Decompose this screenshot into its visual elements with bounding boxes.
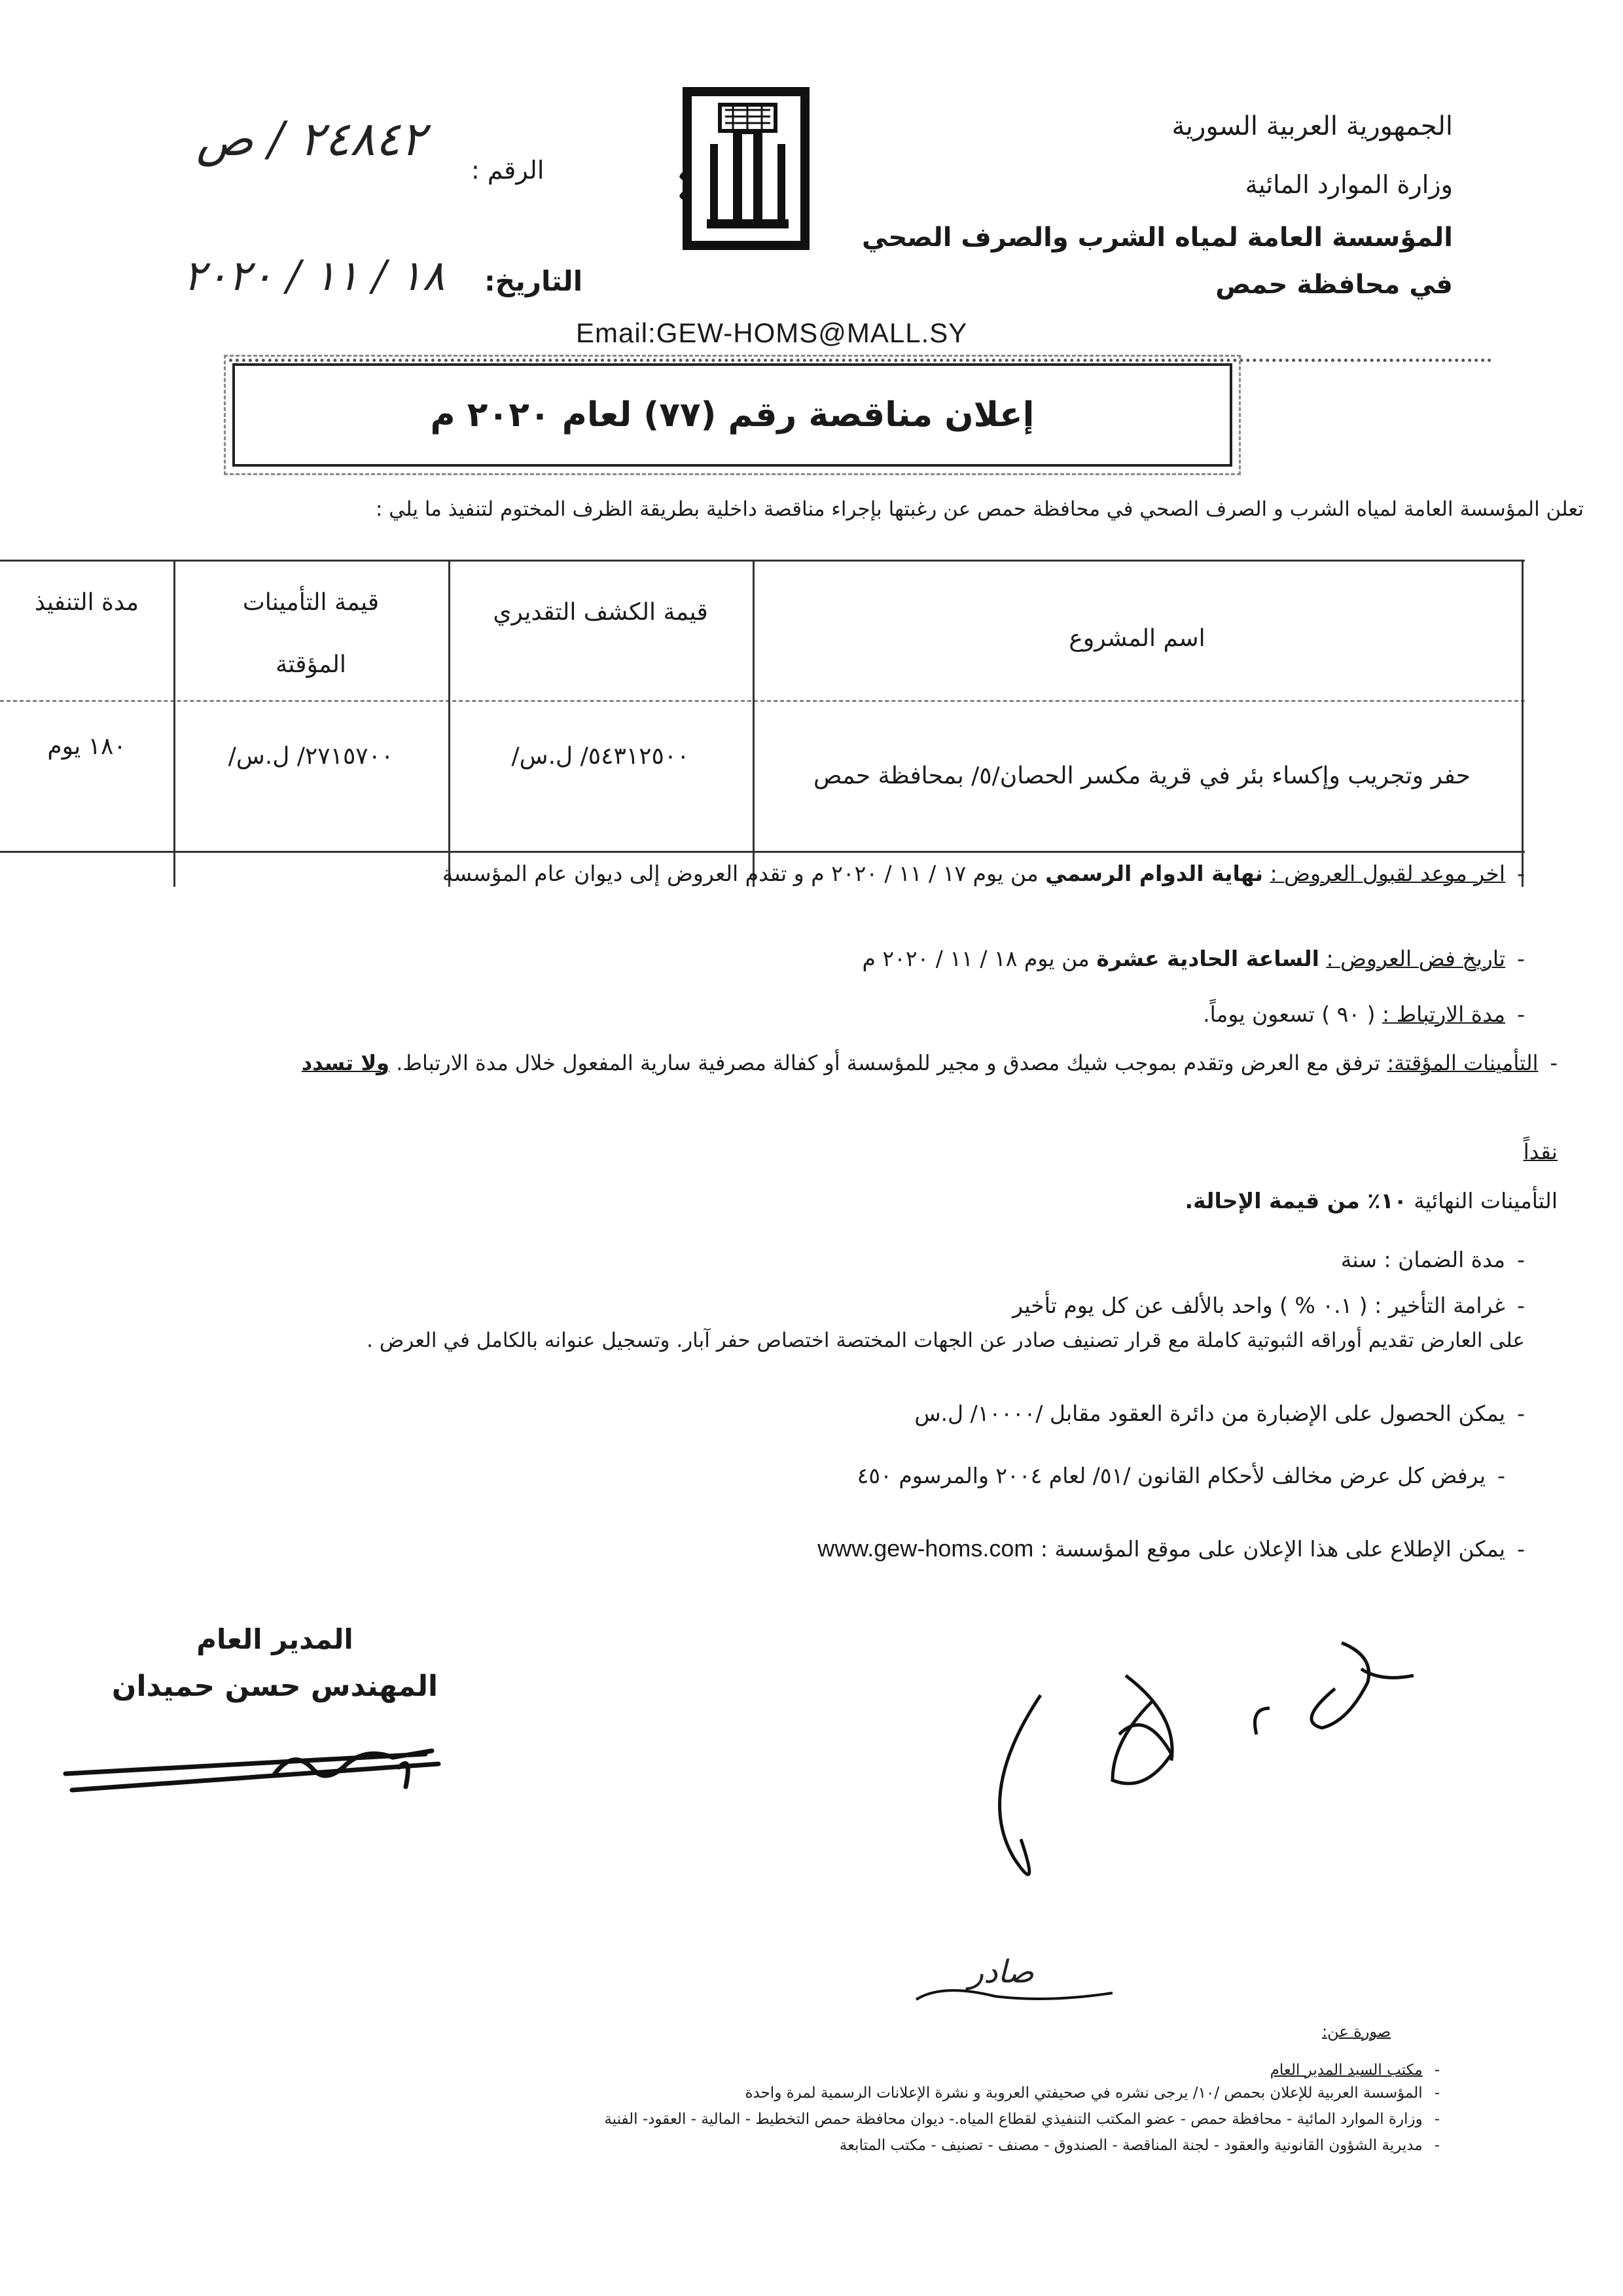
cell-project: حفر وتجريب وإكساء بئر في قرية مكسر الحصان/٥/ بمحافظة حمص [813, 762, 1471, 789]
commitment-label: مدة الارتباط : [1382, 1001, 1506, 1027]
table-header-divider [0, 700, 1525, 702]
country-name: الجمهورية العربية السورية [1171, 111, 1453, 141]
temp-insurance-line: -التأمينات المؤقتة: ترفق مع العرض وتقدم بموجب شيك مصدق و مجير للمؤسسة أو كفالة مصرفية سارية المفعول خلال مدة الارتباط. ولا تسدد [301, 1050, 1558, 1075]
reject-line: -يرفض كل عرض مخالف لأحكام القانون /٥١/ لعام ٢٠٠٤ والمرسوم ٤٥٠ [857, 1463, 1505, 1488]
final-insurance-line [1185, 1188, 1558, 1213]
booklet-line: -يمكن الحصول على الإضبارة من دائرة العقود مقابل /١٠٠٠٠/ ل.س [914, 1401, 1525, 1426]
temp-insurance-cont-text: نقداً [1523, 1139, 1558, 1164]
intro-paragraph: تعلن المؤسسة العامة لمياه الشرب و الصرف الصحي في محافظة حمص عن رغبتها بإجراء مناقصة داخلية بطريقة الظرف المختوم لتنفيذ ما يلي : [375, 497, 1584, 521]
deadline-rest: من يوم ١٧ / ١١ / ٢٠٢٠ م و تقدم العروض إلى ديوان عام المؤسسة [442, 861, 1039, 886]
header-duration: مدة التنفيذ [34, 589, 139, 616]
commitment-line: -مدة الارتباط : ( ٩٠ ) تسعون يوماً. [1203, 1001, 1525, 1027]
cell-duration: ١٨٠ يوم [47, 733, 126, 760]
deadline-line: -اخر موعد لقبول العروض : نهاية الدوام الرسمي من يوم ١٧ / ١١ / ٢٠٢٠ م و تقدم العروض إلى ديوان عام المؤسسة [442, 861, 1525, 886]
handwritten-signature-icon [969, 1623, 1440, 1898]
guarantee-line: -مدة الضمان : سنة [1340, 1247, 1525, 1272]
copy-to-label-text: صورة عن: [1322, 2022, 1391, 2041]
signatory-title: المدير العام [196, 1623, 353, 1655]
email-address: Email:GEW-HOMS@MALL.SY [576, 317, 968, 348]
opening-rest: من يوم ١٨ / ١١ / ٢٠٢٠ م [862, 946, 1090, 971]
booklet-text: يمكن الحصول على الإضبارة من دائرة العقود مقابل /١٠٠٠٠/ ل.س [914, 1401, 1506, 1426]
distribution-item: -مكتب السيد المدير العام [1270, 2062, 1440, 2079]
distribution-item-text: مكتب السيد المدير العام [1270, 2062, 1423, 2079]
website-text: يمكن الإطلاع على هذا الإعلان على موقع المؤسسة : [1040, 1536, 1506, 1562]
website-line: -يمكن الإطلاع على هذا الإعلان على موقع المؤسسة : www.gew-homs.com [817, 1535, 1525, 1562]
tender-table [0, 560, 1525, 887]
date-label: التاريخ: [484, 265, 583, 297]
documents-line [366, 1329, 1525, 1352]
final-insurance-label: التأمينات النهائية [1414, 1188, 1558, 1213]
organization-location: في محافظة حمص [1215, 270, 1453, 300]
table-col-divider [1522, 560, 1524, 887]
organization-name: المؤسسة العامة لمياه الشرب والصرف الصحي [861, 223, 1453, 253]
opening-bold: الساعة الحادية عشرة [1096, 946, 1319, 971]
table-border-bottom [0, 851, 1525, 853]
commitment-rest: ( ٩٠ ) تسعون يوماً. [1203, 1001, 1376, 1027]
table-col-divider [753, 560, 755, 887]
temp-insurance-cont [1524, 1139, 1558, 1164]
header-insurance: قيمة التأمينات [242, 589, 380, 616]
documents-text: على العارض تقديم أوراقه الثبوتية كاملة مع قرار تصنيف صادر عن الجهات المختصة اختصاص حفر آبار. وتسجيل عنوانه بالكامل في العرض . [366, 1329, 1525, 1352]
header-divider [229, 359, 1492, 362]
temp-insurance-label: التأمينات المؤقتة: [1387, 1050, 1539, 1075]
website-link[interactable]: www.gew-homs.com [817, 1535, 1034, 1562]
organization-logo-icon [674, 79, 818, 255]
signature-block [111, 1623, 438, 1703]
deadline-label: اخر موعد لقبول العروض : [1270, 861, 1506, 886]
deadline-bold: نهاية الدوام الرسمي [1045, 861, 1264, 886]
guarantee-text: مدة الضمان : سنة [1340, 1247, 1506, 1272]
reference-number-value: ٢٤٨٤٢ / ص [196, 111, 426, 166]
document-title: إعلان مناقصة رقم (٧٧) لعام ٢٠٢٠ م [232, 363, 1232, 467]
distribution-item: -مديرية الشؤون القانونية والعقود - لجنة المناقصة - الصندوق - مصنف - تصنيف - مكتب المتابعة [839, 2137, 1440, 2154]
distribution-item: -وزارة الموارد المائية - محافظة حمص - عضو المكتب التنفيذي لقطاع المياه.- ديوان محافظة حمص التخطيط - المالية - العقود- الفنية [604, 2111, 1440, 2128]
issued-stamp: صادر [969, 1954, 1034, 1990]
reject-text: يرفض كل عرض مخالف لأحكام القانون /٥١/ لعام ٢٠٠٤ والمرسوم ٤٥٠ [857, 1463, 1486, 1488]
distribution-item-text: مديرية الشؤون القانونية والعقود - لجنة المناقصة - الصندوق - مصنف - تصنيف - مكتب المتابعة [839, 2137, 1423, 2154]
reference-number-label: الرقم : [471, 156, 544, 185]
issued-underline-icon [910, 1983, 1119, 2009]
date-value: ١٨ / ١١ / ٢٠٢٠ [183, 252, 445, 300]
signature-scribble-icon [59, 1728, 452, 1806]
table-border-top [0, 560, 1525, 562]
signatory-name: المهندس حسن حميدان [111, 1670, 438, 1703]
cell-estimate: /٥٤٣١٢٥٠٠/ ل.س [511, 743, 690, 770]
distribution-item: -المؤسسة العربية للإعلان بحمص /١٠/ يرجى نشره في صحيفتي العروبة و نشرة الإعلانات الرسمية لمرة واحدة [745, 2085, 1440, 2102]
distribution-item-text: المؤسسة العربية للإعلان بحمص /١٠/ يرجى نشره في صحيفتي العروبة و نشرة الإعلانات الرسمية لمرة واحدة [745, 2085, 1423, 2102]
letterhead [861, 111, 1453, 300]
temp-insurance-rest: ترفق مع العرض وتقدم بموجب شيك مصدق و مجير للمؤسسة أو كفالة مصرفية سارية المفعول خلال مدة الارتباط. [396, 1050, 1381, 1075]
header-estimate: قيمة الكشف التقديري [493, 599, 708, 626]
header-insurance-line2: المؤقتة [276, 651, 346, 678]
penalty-text: غرامة التأخير : ( ٠.١ % ) واحد بالألف عن كل يوم تأخير [1012, 1293, 1506, 1318]
final-insurance-bold: ١٠٪ من قيمة الإحالة. [1185, 1188, 1407, 1213]
opening-label: تاريخ فض العروض : [1326, 946, 1506, 971]
opening-line: -تاريخ فض العروض : الساعة الحادية عشرة من يوم ١٨ / ١١ / ٢٠٢٠ م [862, 946, 1525, 971]
distribution-item-text: وزارة الموارد المائية - محافظة حمص - عضو المكتب التنفيذي لقطاع المياه.- ديوان محافظة حمص التخطيط - المالية - العقود- الفنية [604, 2111, 1423, 2128]
header-project: اسم المشروع [1069, 625, 1205, 652]
penalty-line: -غرامة التأخير : ( ٠.١ % ) واحد بالألف عن كل يوم تأخير [1012, 1293, 1525, 1318]
ministry-name: وزارة الموارد المائية [1245, 170, 1453, 199]
temp-insurance-bold: ولا تسدد [301, 1050, 390, 1075]
cell-insurance: /٢٧١٥٧٠٠/ ل.س [228, 743, 394, 770]
copy-to-label [1322, 2022, 1391, 2041]
